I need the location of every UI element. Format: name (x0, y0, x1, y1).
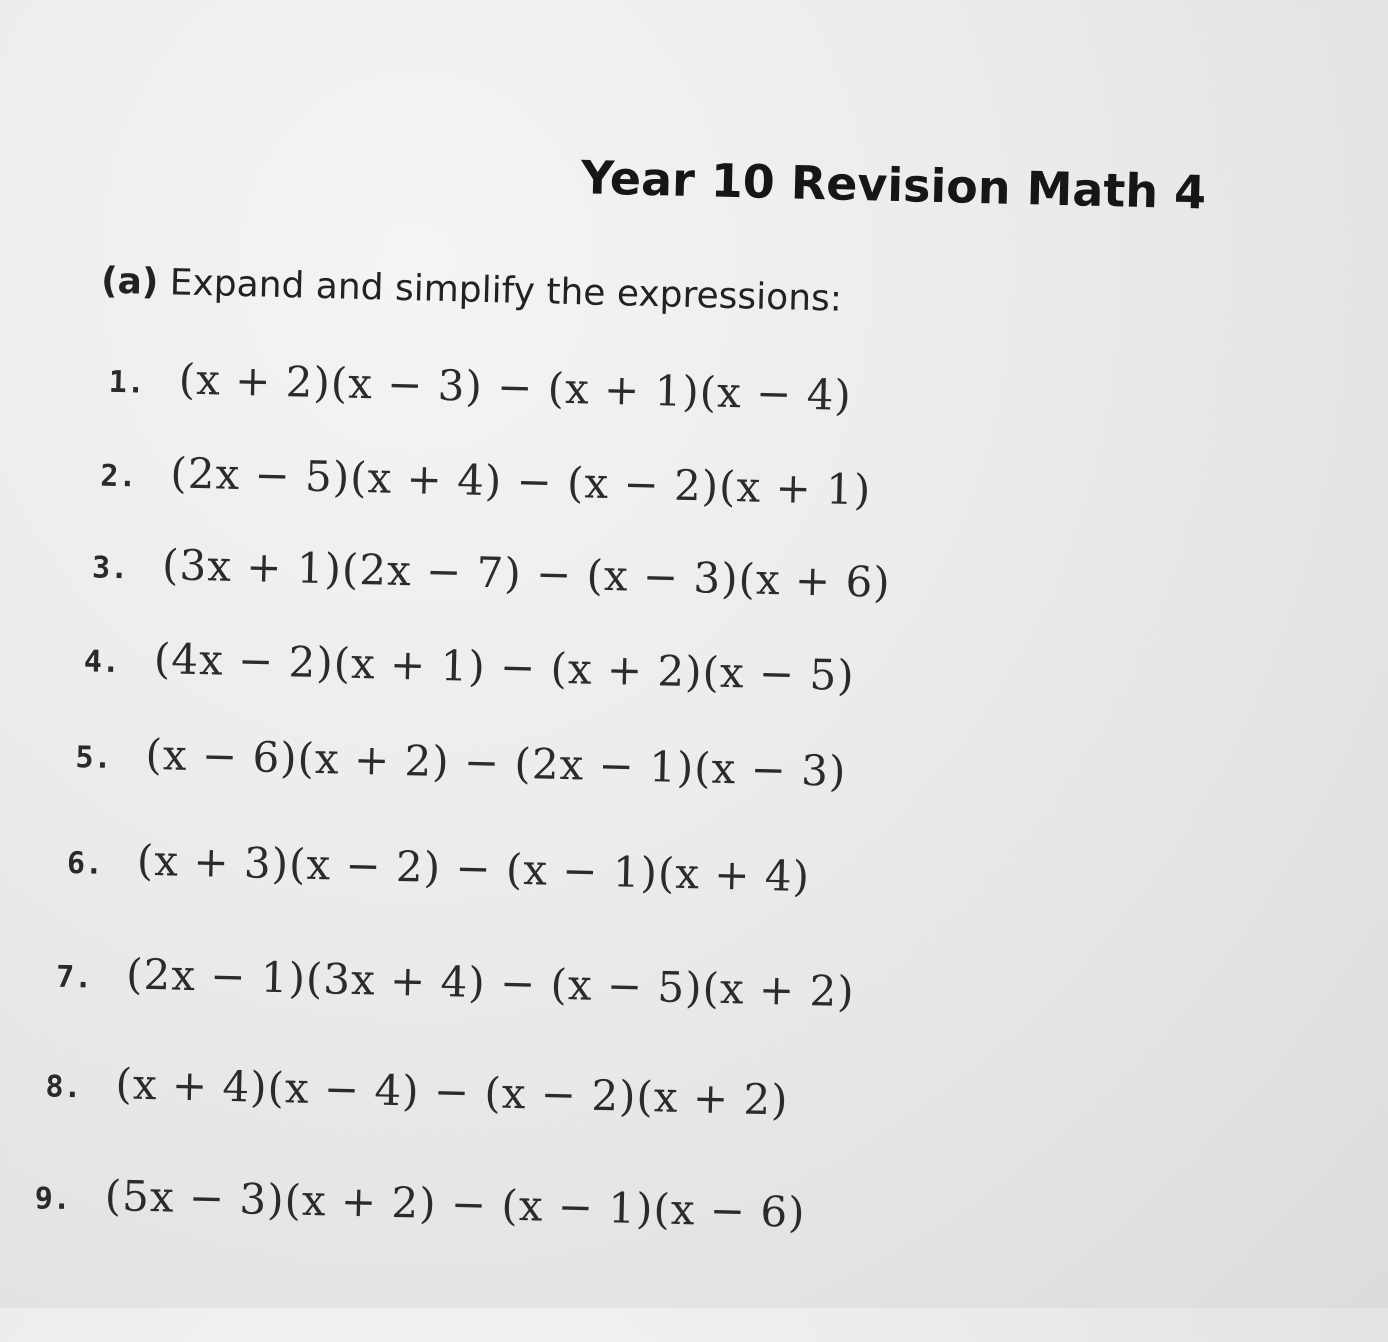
section-instruction (101, 261, 843, 320)
problem-expression: (2x − 5)(x + 4) − (x − 2)(x + 1) (169, 448, 872, 515)
problem-expression: (x + 2)(x − 3) − (x + 1)(x − 4) (178, 354, 853, 420)
problem-expression: (4x − 2)(x + 1) − (x + 2)(x − 5) (153, 633, 856, 701)
section-label: (a) (100, 260, 159, 303)
problem-number: 6. (66, 845, 104, 882)
problem-number: 2. (99, 458, 137, 495)
problem-expression: (5x − 3)(x + 2) − (x − 1)(x − 6) (104, 1170, 807, 1238)
problem-number: 5. (75, 740, 113, 776)
instruction-text: Expand and simplify the expressions: (169, 262, 843, 320)
problem-number: 9. (34, 1181, 72, 1218)
problem-number: 1. (108, 364, 146, 401)
problem-expression: (x + 4)(x − 4) − (x − 2)(x + 2) (114, 1059, 790, 1125)
problem-number: 8. (45, 1069, 82, 1106)
problem-number: 3. (91, 550, 129, 587)
problem-number: 7. (55, 959, 93, 996)
problem-number: 4. (83, 644, 121, 681)
problem-expression: (x + 3)(x − 2) − (x − 1)(x + 4) (136, 835, 811, 902)
problem-expression: (3x + 1)(2x − 7) − (x − 3)(x + 6) (161, 540, 892, 607)
problem-expression: (x − 6)(x + 2) − (2x − 1)(x − 3) (145, 729, 847, 796)
page-title: Year 10 Revision Math 4 (580, 150, 1207, 220)
problem-expression: (2x − 1)(3x + 4) − (x − 5)(x + 2) (125, 949, 856, 1017)
